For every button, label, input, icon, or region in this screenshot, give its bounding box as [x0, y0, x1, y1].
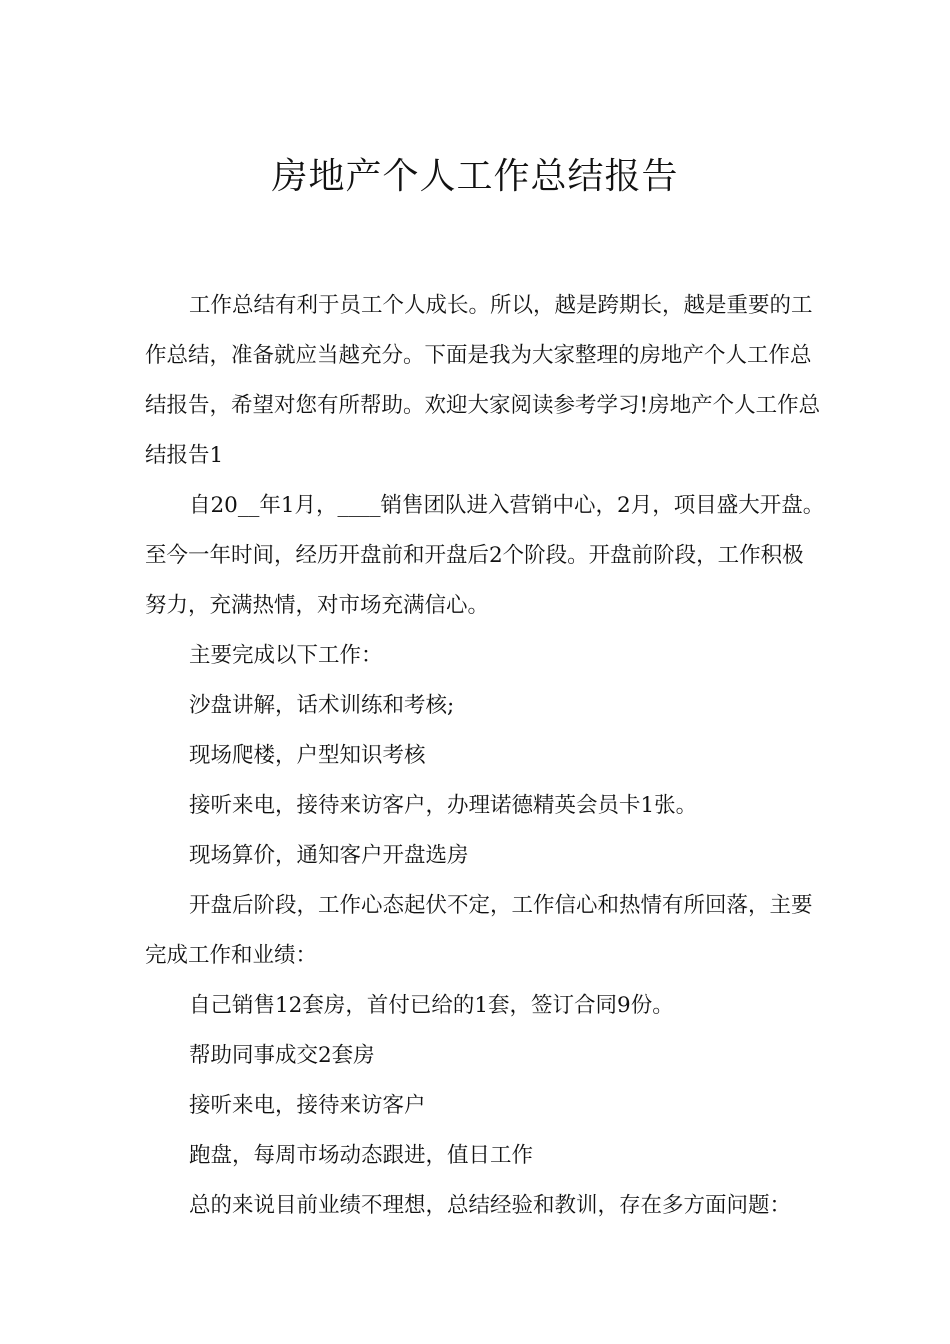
document-title: 房地产个人工作总结报告: [271, 156, 679, 198]
paragraph: 开盘后阶段，工作心态起伏不定，工作信心和热情有所回落，主要完成工作和业绩：: [145, 893, 813, 968]
paragraph: 现场算价，通知客户开盘选房: [189, 843, 469, 868]
paragraph: 自己销售12套房，首付已给的1套，签订合同9份。: [189, 993, 674, 1018]
paragraph: 现场爬楼，户型知识考核: [189, 743, 426, 768]
paragraph: 主要完成以下工作：: [189, 643, 383, 668]
paragraph: 总的来说目前业绩不理想，总结经验和教训，存在多方面问题：: [189, 1193, 792, 1218]
paragraph: 自20__年1月，____销售团队进入营销中心，2月，项目盛大开盘。至今一年时间，经历开盘前和开盘后2个阶段。开盘前阶段，工作积极努力，充满热情，对市场充满信心。: [145, 493, 825, 618]
paragraph: 帮助同事成交2套房: [189, 1043, 375, 1068]
paragraph: 接听来电，接待来访客户: [189, 1093, 426, 1118]
document-body: [145, 281, 825, 1231]
paragraph: 工作总结有利于员工个人成长。所以，越是跨期长，越是重要的工作总结，准备就应当越充分。下面是我为大家整理的房地产个人工作总结报告，希望对您有所帮助。欢迎大家阅读参考学习!房地产个人工作总结报告1: [145, 293, 821, 468]
paragraph: 沙盘讲解，话术训练和考核;: [189, 693, 455, 718]
paragraph: 跑盘，每周市场动态跟进，值日工作: [189, 1143, 534, 1168]
paragraph: 接听来电，接待来访客户，办理诺德精英会员卡1张。: [189, 793, 698, 818]
